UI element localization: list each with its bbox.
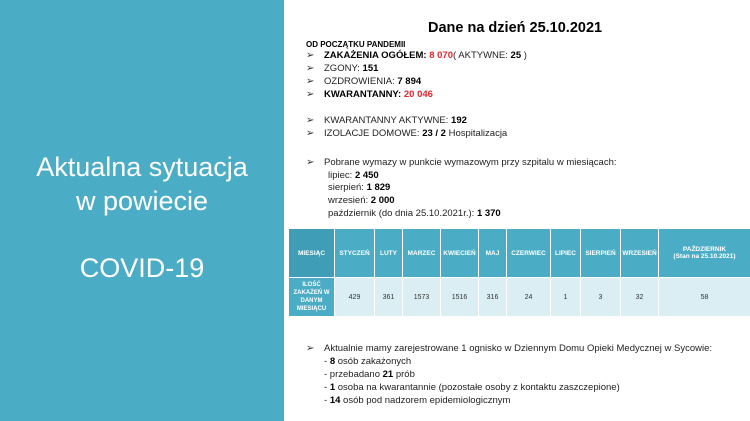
outbreak-intro: Aktualnie mamy zarejestrowane 1 ognisko w Dziennym Domu Opieki Medycznej w Sycowie:: [324, 343, 713, 354]
arrow-bullet-icon: ➢: [306, 63, 315, 74]
isolation-value: 23 / 2: [422, 128, 446, 139]
table-header-cell: LUTY: [375, 229, 403, 278]
active-value: 25: [510, 50, 522, 61]
table-cell: 1573: [403, 278, 441, 317]
table-cell: 24: [507, 278, 551, 317]
recovered-label: OZDROWIENIA:: [324, 76, 398, 87]
arrow-bullet-icon: ➢: [306, 76, 315, 87]
active-quarantine-value: 192: [451, 115, 467, 126]
recovered-value: 7 894: [397, 76, 422, 87]
outbreak-item-supervision: - 14 osób pod nadzorem epidemiologicznym: [324, 395, 511, 406]
outbreak-item-infected: - 8 osób zakażonych: [324, 356, 412, 367]
arrow-bullet-icon: ➢: [306, 89, 315, 100]
quarantine-label: KWARANTANNY:: [324, 89, 404, 100]
table-header-cell: SIERPIEŃ: [581, 229, 621, 278]
table-header-cell: MARZEC: [403, 229, 441, 278]
arrow-bullet-icon: ➢: [306, 128, 315, 139]
table-header-row: [289, 229, 750, 278]
table-header-month: MIESIĄC: [289, 229, 335, 278]
quarantine-line: [306, 89, 433, 101]
outbreak-item-tested: - przebadano 21 prób: [324, 369, 415, 380]
content-panel: [284, 0, 750, 421]
swabs-intro-line: [306, 157, 617, 169]
october-status-note: (Stan na 25.10.2021): [673, 253, 736, 260]
infections-label: ZAKAŻENIA OGÓŁEM: [324, 50, 424, 61]
swab-month-august: sierpień: 1 829: [328, 182, 391, 193]
left-title-line2: w powiecie: [75, 186, 209, 216]
deaths-line: [306, 63, 378, 75]
swab-month-september: wrzesień: 2 000: [328, 195, 395, 206]
deaths-value: 151: [362, 63, 379, 74]
table-row-label: ILOŚĆ ZAKAŻEŃ W DANYM MIESIĄCU: [289, 278, 335, 317]
left-panel: [0, 0, 284, 421]
outbreak-item-quarantine: - 1 osoba na kwarantannie (pozostałe osoby z kontaktu zaszczepione): [324, 382, 620, 393]
table-cell: 429: [335, 278, 375, 317]
swab-month-october: październik (do dnia 25.10.2021r.): 1 370: [328, 208, 501, 219]
covid-label: COVID-19: [79, 253, 205, 283]
active-quarantine-line: [306, 115, 467, 127]
table-cell: 1516: [441, 278, 479, 317]
arrow-bullet-icon: ➢: [306, 115, 315, 126]
left-title-line1: Aktualna sytuacja: [36, 152, 248, 182]
table-header-cell: KWIECIEŃ: [441, 229, 479, 278]
table-header-cell-october: PAŹDZIERNIK (Stan na 25.10.2021): [659, 229, 750, 278]
table-cell: 32: [621, 278, 659, 317]
deaths-label: ZGONY:: [324, 63, 363, 74]
swab-month-july: lipiec: 2 450: [328, 170, 379, 181]
table-header-cell: MAJ: [479, 229, 507, 278]
table-row: [289, 278, 750, 317]
swabs-intro: Pobrane wymazy w punkcie wymazowym przy szpitalu w miesiącach:: [324, 157, 617, 168]
active-prefix: ( AKTYWNE:: [453, 50, 511, 61]
infections-value: 8 070: [429, 50, 453, 61]
table-header-cell: WRZESIEŃ: [621, 229, 659, 278]
table-header-cell: STYCZEŃ: [335, 229, 375, 278]
quarantine-value: 20 046: [403, 89, 433, 100]
table-cell: 3: [581, 278, 621, 317]
date-heading: Dane na dzień 25.10.2021: [428, 20, 603, 36]
isolation-label: IZOLACJE DOMOWE:: [324, 128, 423, 139]
table-cell: 361: [375, 278, 403, 317]
active-suffix: ): [521, 50, 527, 61]
monthly-infections-table: [288, 228, 750, 317]
table-header-cell: CZERWIEC: [507, 229, 551, 278]
outbreak-intro-line: [306, 343, 712, 355]
arrow-bullet-icon: ➢: [306, 50, 315, 61]
table-cell: 316: [479, 278, 507, 317]
active-quarantine-label: KWARANTANNY AKTYWNE:: [324, 115, 452, 126]
table-cell: 1: [551, 278, 581, 317]
table-cell: 58: [659, 278, 750, 317]
arrow-bullet-icon: ➢: [306, 157, 315, 168]
table-header-cell: LIPIEC: [551, 229, 581, 278]
infections-line: ➢ ZAKAŻENIA OGÓŁEM: 8 070( AKTYWNE: 25 ): [306, 50, 527, 61]
since-pandemic-label: OD POCZĄTKU PANDEMII: [306, 40, 406, 49]
recovered-line: [306, 76, 421, 88]
arrow-bullet-icon: ➢: [306, 343, 315, 354]
isolation-line: [306, 128, 507, 140]
isolation-suffix: Hospitalizacja: [445, 128, 508, 139]
